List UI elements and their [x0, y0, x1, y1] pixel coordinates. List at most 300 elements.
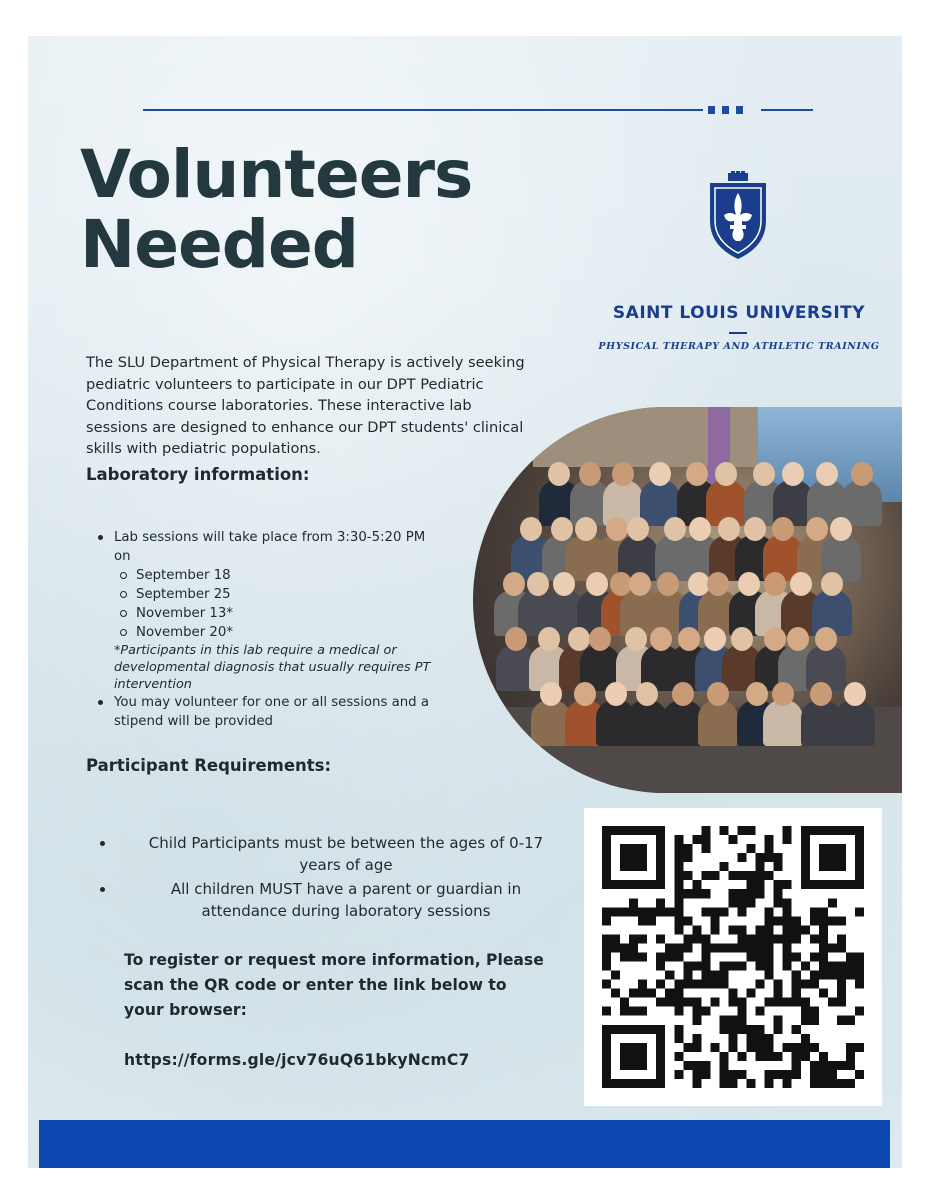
qr-module	[602, 862, 611, 871]
qr-module	[719, 980, 728, 989]
qr-module	[774, 862, 783, 871]
qr-module	[801, 1034, 810, 1043]
qr-module	[728, 1070, 737, 1079]
qr-module	[810, 934, 819, 943]
qr-module	[683, 962, 692, 971]
qr-module	[837, 880, 846, 889]
qr-module	[728, 835, 737, 844]
qr-module	[738, 1007, 747, 1016]
qr-module	[656, 952, 665, 961]
fleur-de-lis-shield-icon	[708, 171, 768, 261]
qr-module	[638, 880, 647, 889]
qr-module	[747, 844, 756, 853]
qr-module	[665, 943, 674, 952]
qr-module	[674, 871, 683, 880]
qr-module	[837, 962, 846, 971]
qr-module	[728, 898, 737, 907]
qr-module	[629, 943, 638, 952]
qr-module	[602, 962, 611, 971]
qr-module	[629, 844, 638, 853]
qr-module	[629, 952, 638, 961]
qr-module	[683, 1061, 692, 1070]
qr-module	[783, 1079, 792, 1088]
qr-module	[792, 971, 801, 980]
qr-module	[656, 835, 665, 844]
qr-module	[774, 1025, 783, 1034]
qr-module	[810, 971, 819, 980]
qr-module	[837, 943, 846, 952]
university-name: SAINT LOUIS UNIVERSITY	[612, 303, 866, 323]
qr-module	[701, 907, 710, 916]
qr-module	[846, 962, 855, 971]
qr-module	[719, 1016, 728, 1025]
qr-module	[611, 1079, 620, 1088]
qr-module	[728, 998, 737, 1007]
qr-module	[819, 971, 828, 980]
qr-module	[665, 971, 674, 980]
qr-module	[810, 826, 819, 835]
photo-person-head	[612, 462, 634, 486]
qr-module	[783, 835, 792, 844]
qr-module	[620, 1043, 629, 1052]
qr-module	[765, 871, 774, 880]
qr-module	[783, 952, 792, 961]
qr-module	[602, 1007, 611, 1016]
photo-person-head	[503, 572, 525, 596]
photo-person-head	[718, 517, 740, 541]
qr-code-icon	[602, 826, 864, 1088]
qr-module	[701, 826, 710, 835]
qr-module	[765, 952, 774, 961]
qr-module	[810, 980, 819, 989]
qr-module	[801, 1052, 810, 1061]
qr-module	[846, 826, 855, 835]
photo-person-head	[664, 517, 686, 541]
qr-module	[683, 934, 692, 943]
qr-module	[683, 998, 692, 1007]
qr-module	[674, 1070, 683, 1079]
divider-dot	[708, 106, 715, 114]
qr-module	[629, 898, 638, 907]
qr-module	[620, 880, 629, 889]
qr-module	[792, 1061, 801, 1070]
qr-module	[792, 1070, 801, 1079]
photo-person-head	[605, 682, 627, 706]
qr-module	[855, 1070, 864, 1079]
qr-module	[719, 962, 728, 971]
qr-module	[692, 1079, 701, 1088]
qr-module	[638, 1007, 647, 1016]
qr-module	[674, 925, 683, 934]
photo-person-head	[672, 682, 694, 706]
qr-module	[647, 1025, 656, 1034]
qr-module	[656, 907, 665, 916]
qr-module	[801, 835, 810, 844]
qr-module	[792, 980, 801, 989]
qr-module	[801, 871, 810, 880]
qr-module	[810, 916, 819, 925]
qr-module	[656, 898, 665, 907]
qr-module	[728, 925, 737, 934]
qr-module	[837, 916, 846, 925]
qr-module	[846, 880, 855, 889]
qr-module	[692, 980, 701, 989]
photo-person-head	[753, 462, 775, 486]
qr-module	[638, 826, 647, 835]
qr-module	[828, 1061, 837, 1070]
qr-module	[801, 844, 810, 853]
qr-module	[602, 934, 611, 943]
qr-module	[602, 880, 611, 889]
qr-module	[846, 1016, 855, 1025]
qr-module	[665, 952, 674, 961]
qr-module	[674, 943, 683, 952]
qr-module	[828, 998, 837, 1007]
qr-module	[602, 980, 611, 989]
qr-module	[738, 889, 747, 898]
qr-module	[656, 1025, 665, 1034]
qr-module	[656, 1070, 665, 1079]
qr-module	[683, 916, 692, 925]
qr-module	[701, 971, 710, 980]
list-item	[86, 693, 436, 731]
photo-person-head	[650, 627, 672, 651]
qr-module	[738, 871, 747, 880]
qr-module	[728, 871, 737, 880]
qr-module	[828, 943, 837, 952]
qr-module	[810, 952, 819, 961]
qr-module	[701, 943, 710, 952]
qr-module	[638, 934, 647, 943]
qr-module	[810, 880, 819, 889]
qr-module	[792, 998, 801, 1007]
qr-module	[674, 1007, 683, 1016]
photo-person-head	[636, 682, 658, 706]
qr-module	[756, 952, 765, 961]
qr-module	[728, 1025, 737, 1034]
qr-module	[765, 962, 774, 971]
qr-module	[728, 1043, 737, 1052]
qr-module	[692, 1061, 701, 1070]
qr-module	[855, 826, 864, 835]
qr-module	[710, 980, 719, 989]
qr-module	[756, 871, 765, 880]
qr-module	[828, 898, 837, 907]
qr-module	[801, 853, 810, 862]
qr-module	[638, 916, 647, 925]
qr-module	[647, 989, 656, 998]
qr-module	[792, 916, 801, 925]
qr-module	[683, 1043, 692, 1052]
qr-module	[792, 1043, 801, 1052]
qr-module	[701, 952, 710, 961]
qr-module	[828, 971, 837, 980]
qr-module	[774, 1070, 783, 1079]
registration-link[interactable]: https://forms.gle/jcv76uQ61bkyNcmC7	[124, 1051, 470, 1069]
qr-module	[701, 934, 710, 943]
qr-module	[620, 943, 629, 952]
photo-person-head	[548, 462, 570, 486]
photo-person-head	[830, 517, 852, 541]
qr-module	[774, 934, 783, 943]
qr-module	[774, 1052, 783, 1061]
qr-module	[701, 1061, 710, 1070]
register-instructions: To register or request more information, Please scan the QR code or enter the link below to your browser:	[124, 951, 544, 1019]
top-divider-right	[761, 109, 813, 111]
qr-module	[765, 971, 774, 980]
qr-module	[602, 844, 611, 853]
qr-module	[647, 880, 656, 889]
qr-module	[629, 862, 638, 871]
qr-module	[783, 898, 792, 907]
qr-module	[774, 1016, 783, 1025]
qr-module	[647, 907, 656, 916]
qr-module	[728, 962, 737, 971]
qr-module	[774, 853, 783, 862]
qr-module	[692, 998, 701, 1007]
qr-module	[756, 1025, 765, 1034]
qr-module	[602, 1025, 611, 1034]
photo-person-head	[649, 462, 671, 486]
qr-module	[855, 853, 864, 862]
qr-module	[620, 1061, 629, 1070]
qr-module	[819, 853, 828, 862]
qr-module	[801, 826, 810, 835]
headline-line-1: Volunteers	[80, 136, 473, 213]
qr-module	[665, 998, 674, 1007]
qr-module	[801, 998, 810, 1007]
qr-module	[719, 907, 728, 916]
qr-module	[819, 1070, 828, 1079]
qr-module	[765, 1034, 774, 1043]
qr-module	[692, 934, 701, 943]
qr-module	[710, 907, 719, 916]
qr-module	[701, 889, 710, 898]
headline	[80, 136, 473, 283]
qr-module	[683, 844, 692, 853]
qr-module	[602, 1070, 611, 1079]
qr-module	[638, 1061, 647, 1070]
photo-person-head	[586, 572, 608, 596]
qr-module	[855, 880, 864, 889]
qr-module	[837, 934, 846, 943]
qr-module	[701, 980, 710, 989]
photo-person	[835, 700, 875, 746]
photo-person-head	[744, 517, 766, 541]
qr-module	[828, 862, 837, 871]
qr-module	[738, 1025, 747, 1034]
qr-module	[656, 853, 665, 862]
photo-person-head	[520, 517, 542, 541]
qr-module	[728, 989, 737, 998]
qr-module	[756, 925, 765, 934]
qr-module	[620, 1025, 629, 1034]
qr-module	[629, 934, 638, 943]
qr-module	[747, 871, 756, 880]
qr-module	[756, 862, 765, 871]
qr-module	[765, 1052, 774, 1061]
qr-module	[846, 952, 855, 961]
qr-module	[674, 998, 683, 1007]
qr-module	[747, 989, 756, 998]
qr-module	[701, 962, 710, 971]
photo-person-head	[575, 517, 597, 541]
qr-module	[756, 853, 765, 862]
qr-module	[765, 835, 774, 844]
qr-module	[674, 907, 683, 916]
qr-module	[638, 1052, 647, 1061]
qr-module	[774, 980, 783, 989]
qr-module	[638, 1043, 647, 1052]
department-name: PHYSICAL THERAPY AND ATHLETIC TRAINING	[598, 341, 880, 352]
qr-module	[801, 1016, 810, 1025]
photo-person-head	[731, 627, 753, 651]
qr-module	[611, 971, 620, 980]
qr-module	[629, 1043, 638, 1052]
qr-module	[719, 1052, 728, 1061]
qr-module	[710, 971, 719, 980]
qr-module	[783, 916, 792, 925]
qr-module	[837, 1061, 846, 1070]
qr-module	[828, 853, 837, 862]
qr-module	[638, 980, 647, 989]
qr-module	[765, 853, 774, 862]
qr-module	[819, 1061, 828, 1070]
qr-module	[647, 826, 656, 835]
qr-module	[783, 925, 792, 934]
photo-person-head	[704, 627, 726, 651]
qr-module	[602, 835, 611, 844]
qr-module	[719, 971, 728, 980]
qr-module	[747, 1025, 756, 1034]
photo-person-head	[851, 462, 873, 486]
qr-module	[792, 934, 801, 943]
qr-module	[810, 1061, 819, 1070]
qr-module	[611, 1025, 620, 1034]
photo-person-head	[574, 682, 596, 706]
photo-person	[763, 700, 803, 746]
qr-module	[756, 934, 765, 943]
qr-module	[810, 1016, 819, 1025]
qr-module	[819, 1079, 828, 1088]
qr-module	[656, 844, 665, 853]
qr-module	[792, 1025, 801, 1034]
qr-module	[738, 934, 747, 943]
qr-module	[828, 1079, 837, 1088]
headline-line-2: Needed	[80, 206, 359, 283]
qr-module	[837, 998, 846, 1007]
qr-module	[683, 971, 692, 980]
qr-module	[728, 1016, 737, 1025]
qr-module	[683, 980, 692, 989]
qr-module	[602, 1034, 611, 1043]
qr-module	[783, 880, 792, 889]
qr-module	[819, 880, 828, 889]
qr-module	[738, 853, 747, 862]
qr-module	[719, 1070, 728, 1079]
footer-bar	[39, 1120, 890, 1168]
lab-info-title: Laboratory information:	[86, 465, 310, 484]
qr-module	[638, 853, 647, 862]
qr-module	[602, 826, 611, 835]
photo-person-head	[738, 572, 760, 596]
qr-module	[656, 862, 665, 871]
qr-module	[756, 880, 765, 889]
qr-module	[638, 989, 647, 998]
qr-module	[738, 898, 747, 907]
lab-info-list	[86, 528, 436, 731]
qr-module	[738, 1070, 747, 1079]
qr-module	[656, 998, 665, 1007]
qr-module	[674, 862, 683, 871]
qr-module	[719, 1079, 728, 1088]
photo-person-head	[629, 572, 651, 596]
qr-module	[719, 862, 728, 871]
photo-person-head	[686, 462, 708, 486]
qr-module	[837, 971, 846, 980]
qr-module	[792, 952, 801, 961]
qr-module	[611, 826, 620, 835]
qr-module	[765, 916, 774, 925]
qr-module	[674, 1052, 683, 1061]
qr-module	[765, 998, 774, 1007]
qr-module	[846, 1079, 855, 1088]
qr-module	[855, 962, 864, 971]
qr-module	[810, 1043, 819, 1052]
qr-module	[837, 989, 846, 998]
qr-module	[674, 898, 683, 907]
qr-module	[692, 1016, 701, 1025]
qr-module	[656, 871, 665, 880]
qr-module	[819, 943, 828, 952]
qr-module	[638, 907, 647, 916]
qr-module	[665, 907, 674, 916]
qr-module	[728, 889, 737, 898]
qr-module	[629, 1061, 638, 1070]
qr-module	[656, 1079, 665, 1088]
qr-module	[801, 980, 810, 989]
session-date: September 25	[114, 585, 436, 604]
qr-module	[738, 925, 747, 934]
qr-module	[710, 1043, 719, 1052]
qr-module	[620, 844, 629, 853]
qr-module	[756, 1034, 765, 1043]
photo-person-head	[627, 517, 649, 541]
qr-module	[638, 1079, 647, 1088]
qr-module	[819, 862, 828, 871]
qr-module	[602, 952, 611, 961]
qr-module	[783, 998, 792, 1007]
qr-module	[620, 952, 629, 961]
qr-module	[819, 989, 828, 998]
qr-module	[855, 835, 864, 844]
qr-module	[611, 907, 620, 916]
qr-module	[846, 1061, 855, 1070]
qr-module	[692, 880, 701, 889]
photo-person-head	[806, 517, 828, 541]
qr-module	[692, 962, 701, 971]
list-item	[86, 528, 436, 693]
qr-module	[837, 980, 846, 989]
qr-module	[656, 1061, 665, 1070]
qr-module	[692, 1007, 701, 1016]
qr-code[interactable]	[584, 808, 882, 1106]
qr-module	[656, 934, 665, 943]
qr-module	[747, 898, 756, 907]
qr-module	[846, 1052, 855, 1061]
qr-module	[674, 989, 683, 998]
qr-module	[656, 1034, 665, 1043]
